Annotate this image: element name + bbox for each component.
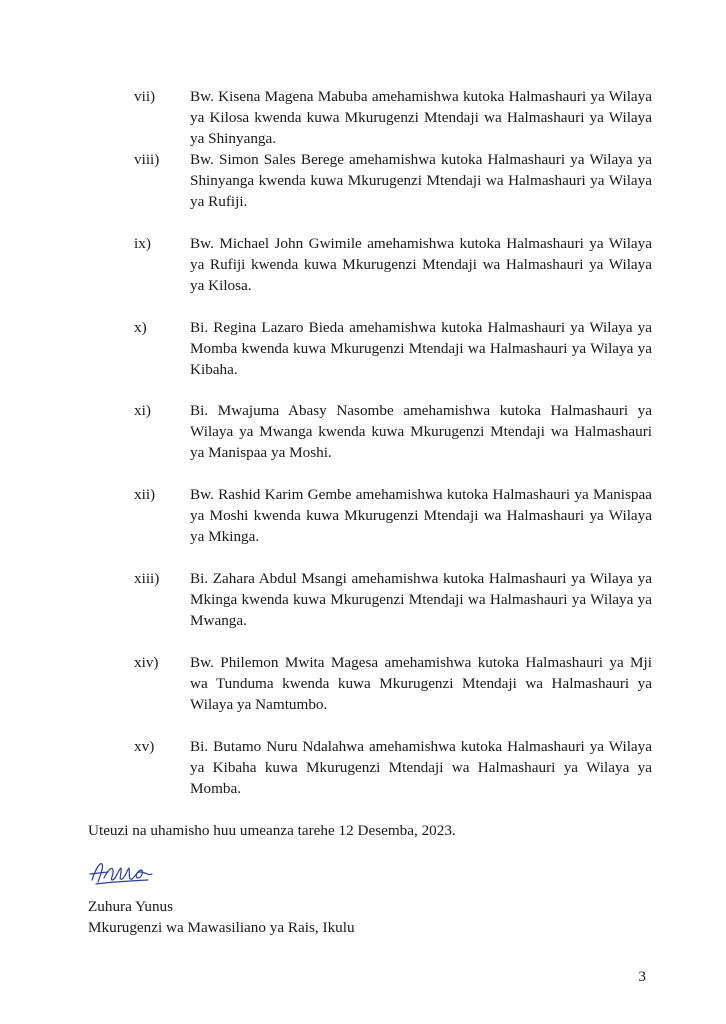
list-item-text: Bw. Philemon Mwita Magesa amehamishwa kutoka Halmashauri ya Mji wa Tunduma kwenda kuwa Mkurugenzi Mtendaji wa Halmashauri ya Wilaya ya Namtumbo. bbox=[190, 654, 652, 713]
list-item bbox=[134, 86, 652, 149]
list-item-number: x) bbox=[134, 319, 147, 336]
list-item-text: Bw. Michael John Gwimile amehamishwa kutoka Halmashauri ya Wilaya ya Rufiji kwenda kuwa Mkurugenzi Mtendaji wa Halmashauri ya Wilaya ya Kilosa. bbox=[190, 235, 652, 294]
list-item-text: Bw. Simon Sales Berege amehamishwa kutoka Halmashauri ya Wilaya ya Shinyanga kwenda kuwa Mkurugenzi Mtendaji wa Halmashauri ya Wilaya ya Rufiji. bbox=[190, 151, 652, 210]
signatory-title: Mkurugenzi wa Mawasiliano ya Rais, Ikulu bbox=[88, 919, 355, 936]
list-item bbox=[134, 400, 652, 463]
list-item bbox=[134, 317, 652, 380]
list-item bbox=[134, 484, 652, 547]
list-item bbox=[134, 652, 652, 715]
list-item-number: xii) bbox=[134, 486, 156, 503]
closing-statement: Uteuzi na uhamisho huu umeanza tarehe 12 Desemba, 2023. bbox=[88, 822, 456, 839]
list-item bbox=[134, 233, 652, 296]
page-number: 3 bbox=[638, 968, 646, 985]
list-item-text: Bw. Rashid Karim Gembe amehamishwa kutoka Halmashauri ya Manispaa ya Moshi kwenda kuwa Mkurugenzi Mtendaji wa Halmashauri ya Wilaya ya Mkinga. bbox=[190, 486, 652, 545]
list-item-number: ix) bbox=[134, 235, 151, 252]
list-item-text: Bi. Butamo Nuru Ndalahwa amehamishwa kutoka Halmashauri ya Wilaya ya Kibaha kuwa Mkurugenzi Mtendaji wa Halmashauri ya Wilaya ya Momba. bbox=[190, 738, 652, 797]
list-item-text: Bi. Zahara Abdul Msangi amehamishwa kutoka Halmashauri ya Wilaya ya Mkinga kwenda kuwa Mkurugenzi Mtendaji wa Halmashauri ya Wilaya ya Mwanga. bbox=[190, 570, 652, 629]
list-item-number: viii) bbox=[134, 151, 160, 168]
signature-image bbox=[88, 858, 158, 888]
list-item bbox=[134, 736, 652, 799]
list-item bbox=[134, 149, 652, 212]
list-item-number: xv) bbox=[134, 738, 155, 755]
list-item bbox=[134, 568, 652, 631]
list-item-text: Bi. Regina Lazaro Bieda amehamishwa kutoka Halmashauri ya Wilaya ya Momba kwenda kuwa Mkurugenzi Mtendaji wa Halmashauri ya Wilaya ya Kibaha. bbox=[190, 319, 652, 378]
list-item-number: vii) bbox=[134, 88, 156, 105]
signatory-name: Zuhura Yunus bbox=[88, 898, 174, 915]
list-item-text: Bw. Kisena Magena Mabuba amehamishwa kutoka Halmashauri ya Wilaya ya Kilosa kwenda kuwa Mkurugenzi Mtendaji wa Halmashauri ya Wilaya ya Shinyanga. bbox=[190, 88, 652, 147]
list-item-text: Bi. Mwajuma Abasy Nasombe amehamishwa kutoka Halmashauri ya Wilaya ya Mwanga kwenda kuwa Mkurugenzi Mtendaji wa Halmashauri ya Manispaa ya Moshi. bbox=[190, 402, 652, 461]
list-item-number: xiv) bbox=[134, 654, 159, 671]
list-item-number: xi) bbox=[134, 402, 151, 419]
list-item-number: xiii) bbox=[134, 570, 160, 587]
